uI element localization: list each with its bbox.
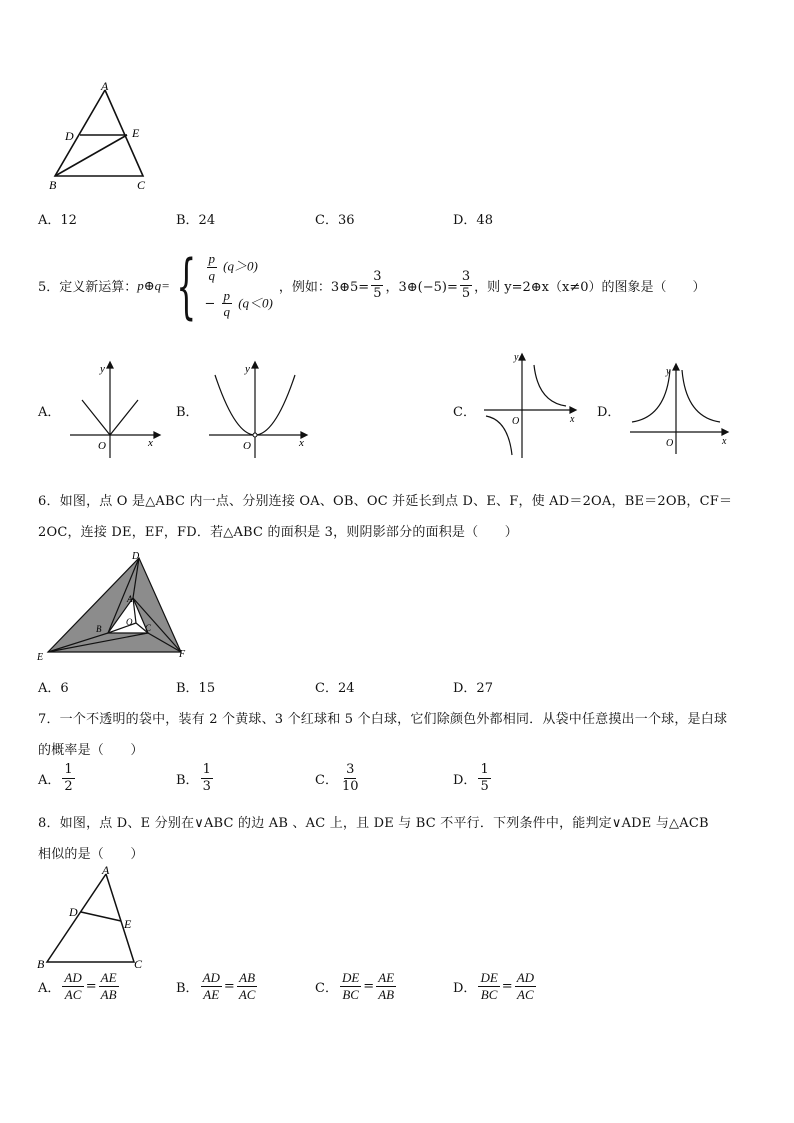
label-E: E xyxy=(37,652,44,663)
label-B: B xyxy=(49,178,57,192)
q5-op-lhs: p⊕q= xyxy=(137,277,170,293)
q8-option-d[interactable]: D． $\frac{DE}{BC}$ = $\frac{AD}{AC}$ xyxy=(453,970,535,1002)
label-D: D xyxy=(65,129,74,143)
q8-option-b[interactable]: B． $\frac{AD}{AE}$ = $\frac{AB}{AC}$ xyxy=(176,970,256,1002)
label-B: B xyxy=(96,624,102,634)
q6-option-d[interactable]: D．27 xyxy=(453,681,493,696)
svg-text:x: x xyxy=(299,437,304,449)
q5-case2-num: p xyxy=(223,287,231,303)
svg-text:O: O xyxy=(243,440,251,452)
q7-line-1: 7．一个不透明的袋中，装有 2 个黄球、3 个红球和 5 个白球，它们除颜色外都相同．从袋中任意摸出一个球，是白球 xyxy=(38,712,728,727)
q5-brace: { xyxy=(176,244,197,327)
q6-option-c[interactable]: C．24 xyxy=(315,681,355,696)
svg-text:x: x xyxy=(148,437,153,449)
q5-case1-den: q xyxy=(208,267,215,283)
q5-tail: ，则 y=2⊕x（x≠0）的图象是（ ） xyxy=(474,280,706,295)
q5-graph-b[interactable] xyxy=(205,360,315,460)
q5-case1-cond: (q＞0) xyxy=(223,258,258,274)
q5-ex2-den: 5 xyxy=(461,286,471,301)
q4-option-b[interactable]: B．24 xyxy=(176,213,216,228)
q5-case2-den: q xyxy=(223,304,231,320)
q5-graph-c[interactable] xyxy=(482,350,582,460)
svg-text:y: y xyxy=(666,366,671,377)
label-F: F xyxy=(179,649,186,660)
svg-text:y: y xyxy=(100,363,105,375)
q5-case2-sign: − xyxy=(204,296,216,312)
q4-option-a[interactable]: A．12 xyxy=(38,213,77,228)
svg-text:y: y xyxy=(245,363,250,375)
q7-option-c[interactable]: C． $\frac{3}{10}$ xyxy=(315,762,359,794)
q5-ex1-num: 3 xyxy=(373,269,382,285)
label-A: A xyxy=(101,79,109,93)
q5-prefix: 5．定义新运算： xyxy=(38,280,138,295)
label-O: O xyxy=(126,617,133,627)
q5-example-text: ，例如：3⊕5= xyxy=(278,280,370,295)
q5-case2-cond: (q＜0) xyxy=(238,295,273,311)
label-C: C xyxy=(137,178,146,192)
q5-graph-d[interactable] xyxy=(628,362,740,457)
q8-line-2: 相似的是（ ） xyxy=(38,847,144,862)
q5-case1-num: p xyxy=(208,251,215,267)
label-C: C xyxy=(145,623,152,633)
q6-shaded-triangle-figure xyxy=(36,550,196,665)
label-A: A xyxy=(102,863,110,877)
svg-text:y: y xyxy=(514,352,519,363)
q5-option-c[interactable]: C． xyxy=(453,405,476,420)
svg-text:O: O xyxy=(98,440,106,452)
q6-option-a[interactable]: A．6 xyxy=(38,681,69,696)
q5-option-b[interactable]: B． xyxy=(176,405,199,420)
q6-option-b[interactable]: B．15 xyxy=(176,681,216,696)
q5-graph-a[interactable] xyxy=(62,360,172,460)
svg-text:x: x xyxy=(722,436,727,447)
label-A: A xyxy=(127,594,133,604)
q7-line-2: 的概率是（ ） xyxy=(38,743,144,758)
q7-option-d[interactable]: D． $\frac{1}{5}$ xyxy=(453,762,489,794)
label-D: D xyxy=(69,905,78,919)
svg-text:x: x xyxy=(570,414,575,425)
q4-option-d[interactable]: D．48 xyxy=(453,213,493,228)
label-B: B xyxy=(37,957,45,971)
q4-triangle-figure xyxy=(40,78,160,193)
label-C: C xyxy=(134,957,143,971)
q5-ex2-text: ，3⊕(−5)= xyxy=(385,280,458,295)
svg-text:O: O xyxy=(512,416,520,427)
label-D: D xyxy=(132,551,140,562)
q6-line-2: 2OC，连接 DE，EF，FD．若△ABC 的面积是 3，则阴影部分的面积是（ ） xyxy=(38,525,518,540)
label-E: E xyxy=(132,126,140,140)
q6-line-1: 6．如图，点 O 是△ABC 内一点、分别连接 OA、OB、OC 并延长到点 D、E、F，使 AD＝2OA，BE＝2OB，CF＝ xyxy=(38,494,733,509)
q5-question xyxy=(38,238,706,333)
q4-option-c[interactable]: C．36 xyxy=(315,213,355,228)
q5-ex2-num: 3 xyxy=(461,269,471,285)
label-E: E xyxy=(124,917,132,931)
q8-triangle-figure xyxy=(34,862,154,974)
q5-ex1-den: 5 xyxy=(373,286,382,301)
q5-option-a[interactable]: A． xyxy=(38,405,61,420)
q8-option-c[interactable]: C． $\frac{DE}{BC}$ = $\frac{AE}{AB}$ xyxy=(315,970,395,1002)
q5-option-d[interactable]: D． xyxy=(597,405,621,420)
q7-option-b[interactable]: B． $\frac{1}{3}$ xyxy=(176,762,211,794)
q7-option-a[interactable]: A． $\frac{1}{2}$ xyxy=(38,762,73,794)
q8-line-1: 8．如图，点 D、E 分别在∨ABC 的边 AB 、AC 上，且 DE 与 BC 不平行．下列条件中，能判定∨ADE 与△ACB xyxy=(38,816,709,831)
q8-option-a[interactable]: A． $\frac{AD}{AC}$ = $\frac{AE}{AB}$ xyxy=(38,970,117,1002)
svg-text:O: O xyxy=(666,438,674,449)
